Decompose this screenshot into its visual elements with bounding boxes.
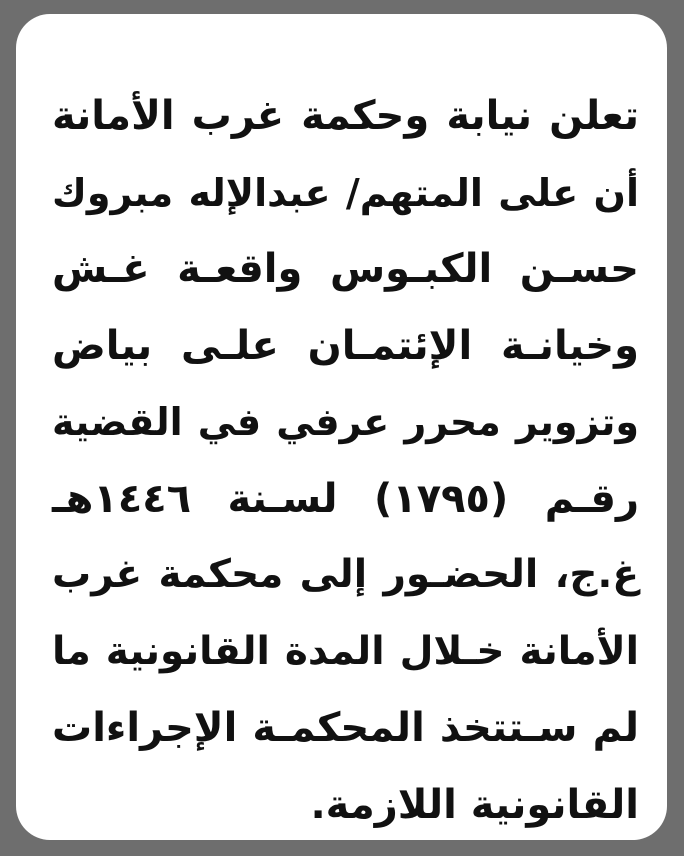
notice-line-10: القانونية اللازمة. [310, 781, 639, 828]
notice-line-1: تعلن نيابة وحكمة غرب الأمانة [52, 93, 639, 139]
notice-line-8: الأمانة خـلال المدة القانونية ما [52, 628, 639, 674]
notice-line-6: رقـم (١٧٩٥) لسـنة ١٤٤٦هـ [52, 475, 639, 522]
notice-text [52, 78, 639, 843]
notice-line-4: وخيانـة الإئتمـان علـى بياض [52, 322, 639, 369]
notice-card [16, 14, 667, 840]
notice-line-2: أن على المتهم/ عبدالإله مبروك [52, 170, 639, 215]
notice-line-5: وتزوير محرر عرفي في القضية [52, 400, 639, 444]
notice-line-7: غ.ج، الحضـور إلى محكمة غرب [52, 552, 639, 597]
notice-line-3: حسـن الكبـوس واقعـة غـش [52, 246, 639, 292]
notice-line-9: لم سـتتخذ المحكمـة الإجراءات [52, 705, 639, 751]
